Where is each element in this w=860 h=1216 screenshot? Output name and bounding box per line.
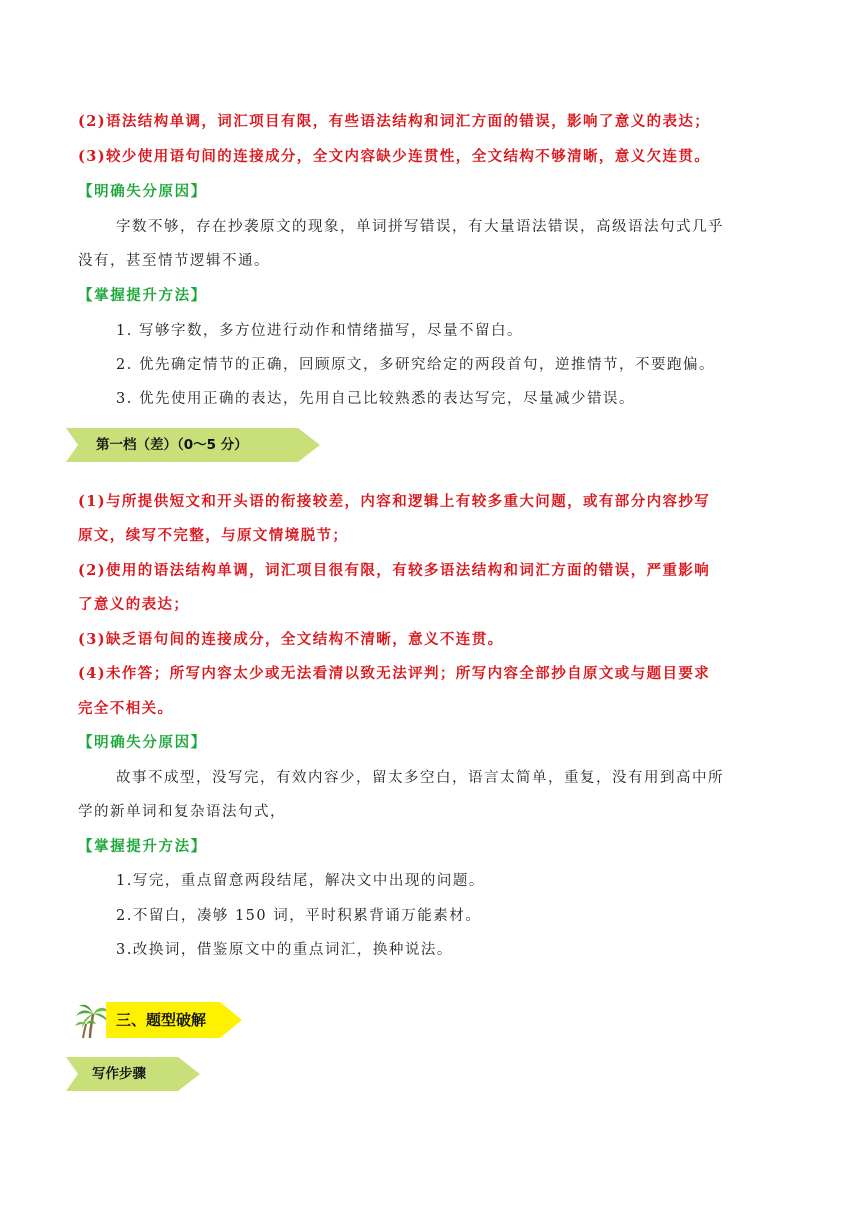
method-item: 3. 优先使用正确的表达，先用自己比较熟悉的表达写完，尽量减少错误。 [116,391,635,407]
method-item: 1.写完，重点留意两段结尾，解决文中出现的问题。 [116,873,485,889]
grade-banner [66,428,322,462]
criteria-item-1a: (1)与所提供短文和开头语的衔接较差，内容和逻辑上有较多重大问题，或有部分内容抄写 [78,493,711,510]
method-item: 1. 写够字数，多方位进行动作和情绪描写，尽量不留白。 [116,323,523,339]
reason-heading: 【明确失分原因】 [78,183,207,200]
step-banner-label: 写作步骤 [92,1066,146,1082]
criteria-line-2: (2)语法结构单调，词汇项目有限，有些语法结构和词汇方面的错误，影响了意义的表达； [78,113,711,130]
section-title-banner [72,1000,252,1038]
criteria-line-3: (3)较少使用语句间的连接成分，全文内容缺少连贯性，全文结构不够清晰，意义欠连贯。 [78,148,711,165]
reason-text-line-1: 故事不成型，没写完，有效内容少，留太多空白，语言太简单，重复，没有用到高中所 [116,770,724,786]
reason-text-line-2: 没有，甚至情节逻辑不通。 [78,253,270,269]
criteria-item-2a: (2)使用的语法结构单调，词汇项目很有限，有较多语法结构和词汇方面的错误，严重影响 [78,562,711,579]
criteria-item-4b: 完全不相关。 [78,700,174,717]
method-heading: 【掌握提升方法】 [78,287,207,304]
method-item: 2.不留白，凑够 150 词，平时积累背诵万能素材。 [116,908,482,924]
criteria-item-1b: 原文，续写不完整，与原文情境脱节； [78,527,349,544]
criteria-item-4a: (4)未作答；所写内容太少或无法看清以致无法评判；所写内容全部抄自原文或与题目要求 [78,665,711,682]
method-item: 3.改换词，借鉴原文中的重点词汇，换种说法。 [116,942,453,958]
reason-text-line-1: 字数不够，存在抄袭原文的现象，单词拼写错误，有大量语法错误，高级语法句式几乎 [116,219,724,235]
method-heading: 【掌握提升方法】 [78,838,207,855]
reason-heading: 【明确失分原因】 [78,734,207,751]
section-title: 三、题型破解 [116,1011,207,1029]
reason-text-line-2: 学的新单词和复杂语法句式， [78,804,286,820]
criteria-item-2b: 了意义的表达； [78,596,190,613]
grade-banner-label: 第一档（差）（0～5 分） [96,437,248,453]
step-banner [66,1057,202,1091]
criteria-item-3: (3)缺乏语句间的连接成分，全文结构不清晰，意义不连贯。 [78,631,504,648]
method-item: 2. 优先确定情节的正确，回顾原文，多研究给定的两段首句，逆推情节，不要跑偏。 [116,357,715,373]
